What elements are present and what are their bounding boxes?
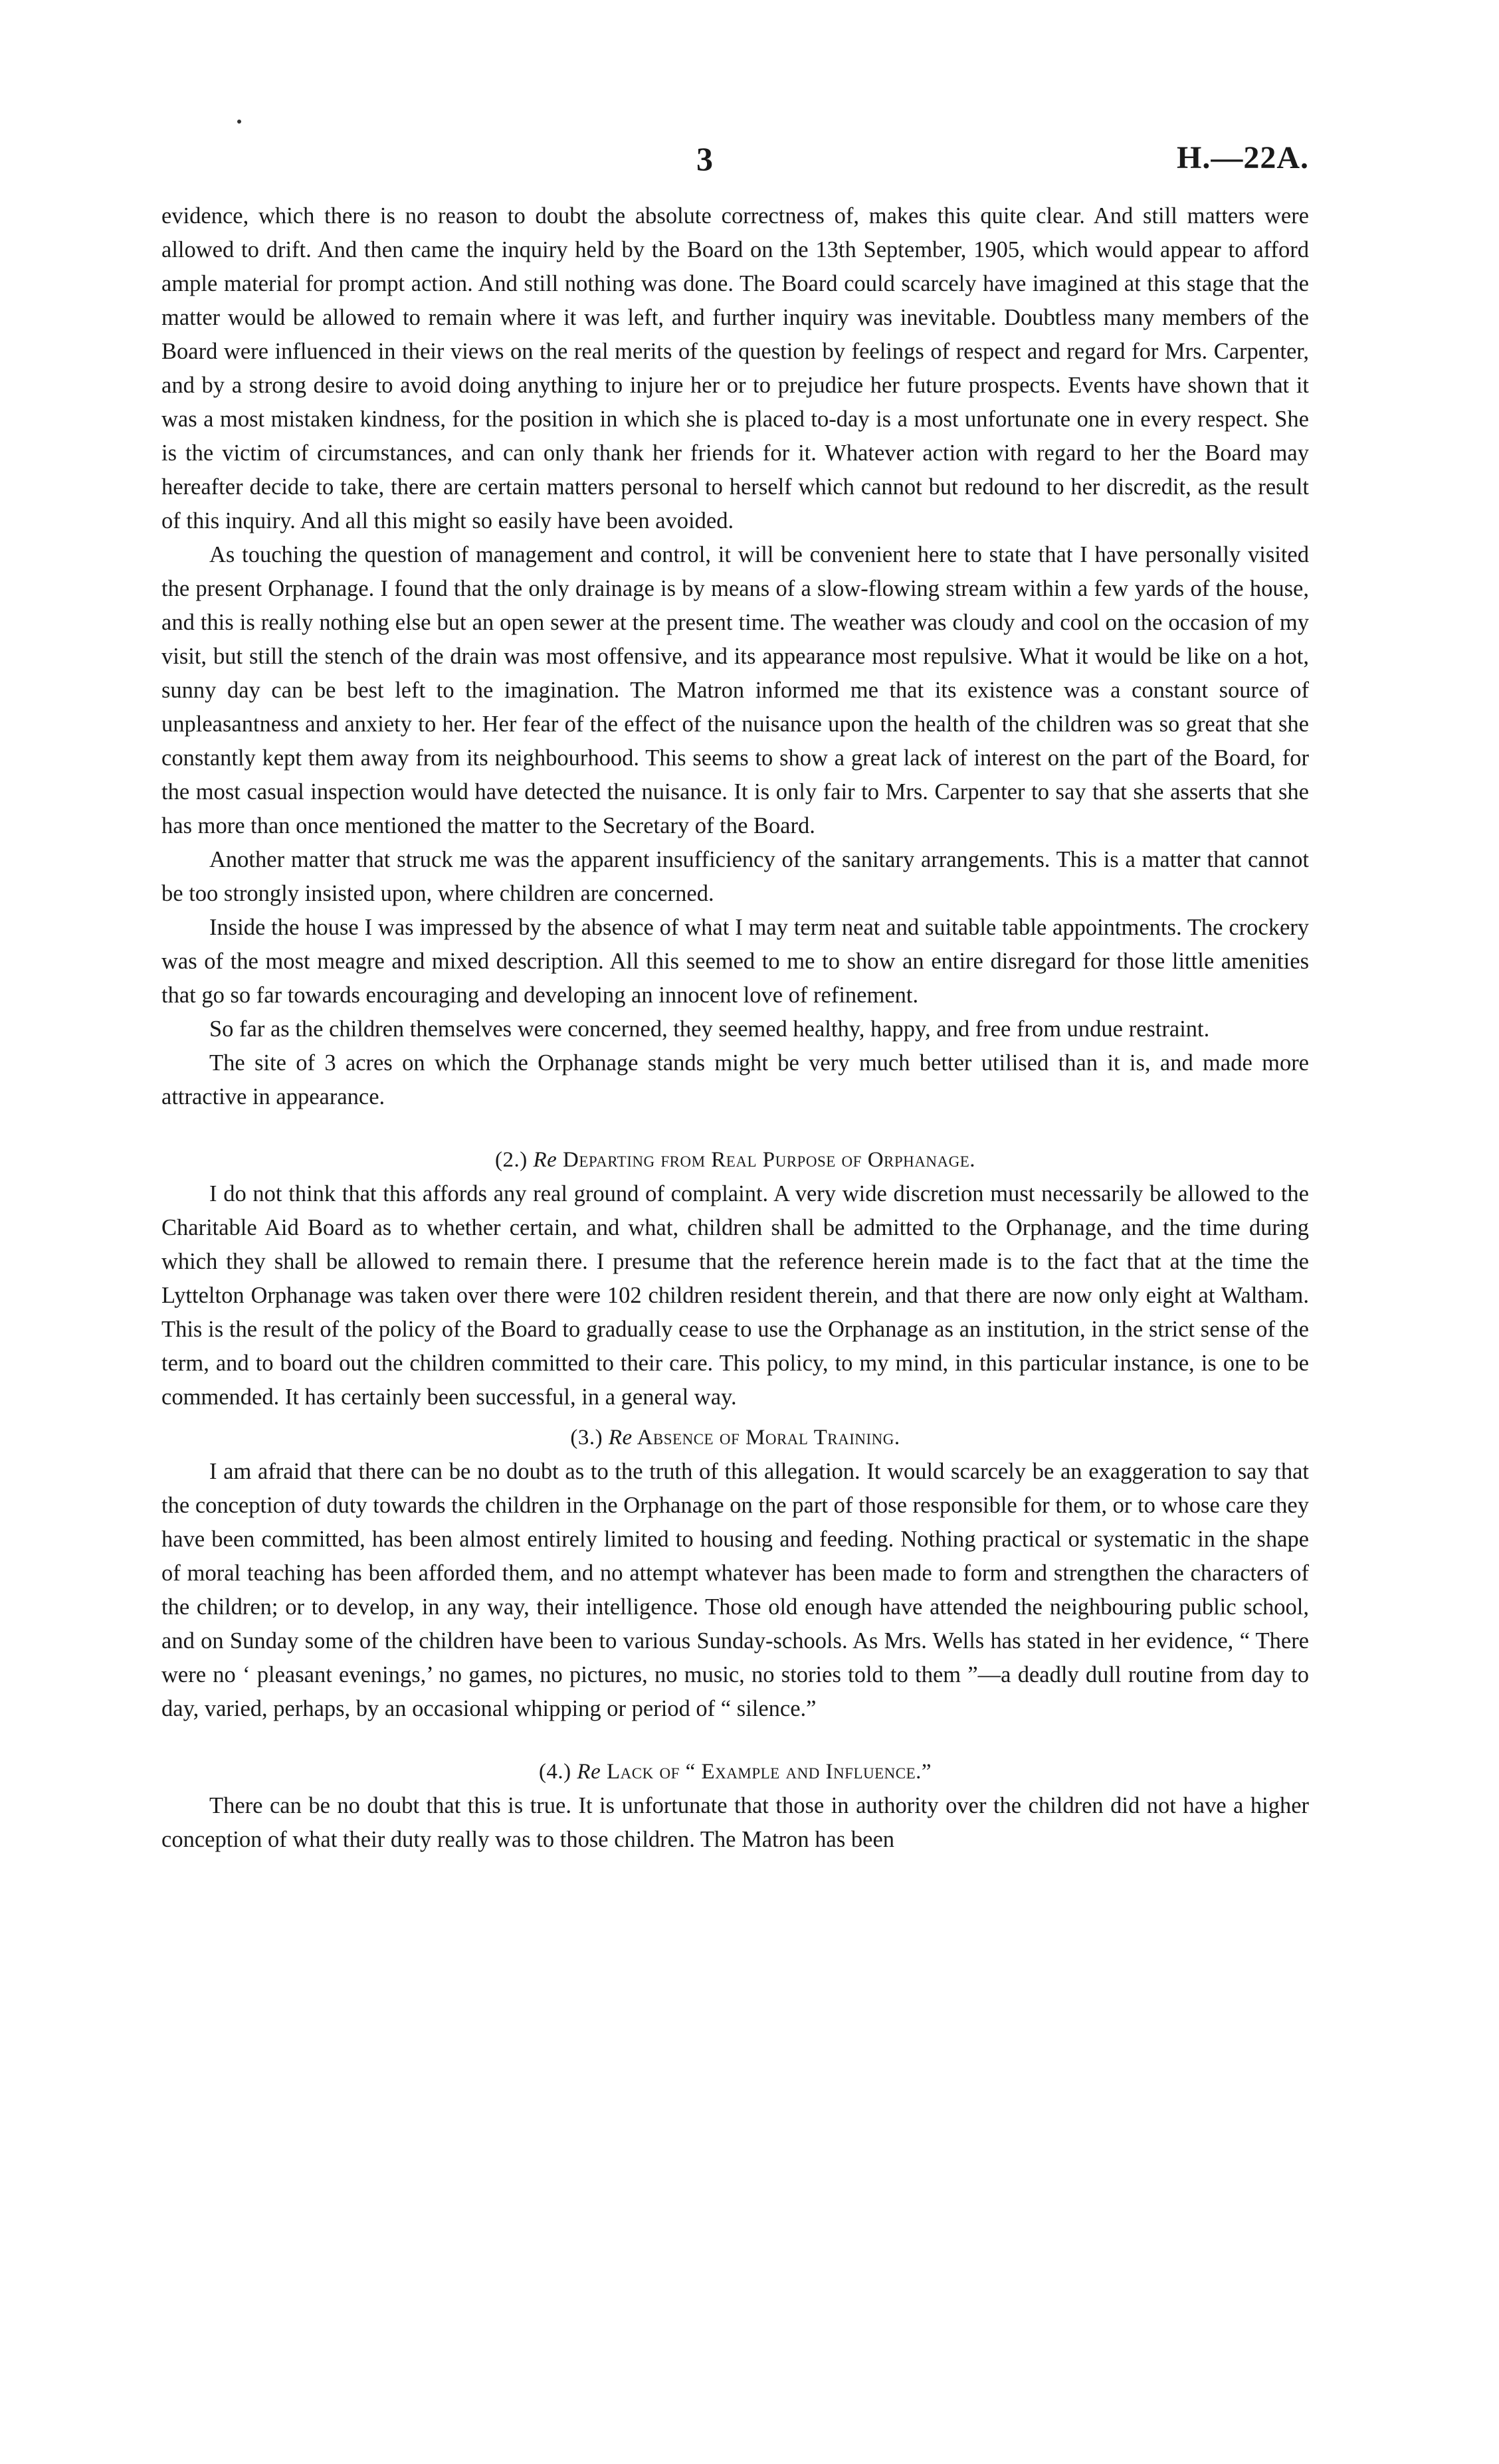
section-heading-4 [161, 1755, 1309, 1789]
section-body-4: There can be no doubt that this is true. It is unfortunate that those in authority over the children did not have a higher conception of what their duty really was to those children. The Matron has been [161, 1793, 1309, 1852]
paragraph-sanitary: Another matter that struck me was the apparent insufficiency of the sanitary arrangements. This is a matter that cannot be too strongly insisted upon, where children are concerned. [161, 847, 1309, 906]
section-body-3: I am afraid that there can be no doubt as to the truth of this allegation. It would scarcely be an exaggeration to say that the conception of duty towards the children in the Orphanage on the part of those responsible for them, or to whose care they have been committed, has been almost entirely limited to housing and feeding. Nothing practical or systematic in the shape of moral teaching has been afforded them, and no attempt whatever has been made to form and strengthen the characters of the children; or to develop, in any way, their intelligence. Those old enough have attended the neighbouring public school, and on Sunday some of the children have been to various Sunday-schools. As Mrs. Wells has stated in her evidence, “ There were no ‘ pleasant evenings,’ no games, no pictures, no music, no stories told to them ”—a deadly dull routine from day to day, varied, perhaps, by an occasional whipping or period of “ silence.” [161, 1459, 1309, 1721]
paragraph-children-health: So far as the children themselves were concerned, they seemed healthy, happy, and free from undue restraint. [209, 1016, 1210, 1042]
section-heading-3 [161, 1421, 1309, 1455]
page-number: 3 [696, 140, 713, 177]
section-title: Absence of Moral Training. [637, 1426, 900, 1450]
section-re: Re [577, 1760, 601, 1784]
section-heading-2 [161, 1143, 1309, 1177]
document-page [161, 140, 1309, 1857]
document-reference: H.—22A. [1177, 140, 1309, 175]
section-title: Departing from Real Purpose of Orphanage. [563, 1148, 976, 1172]
section-re: Re [608, 1426, 633, 1450]
section-number: (2.) [494, 1148, 528, 1172]
scan-speck [237, 120, 241, 124]
paragraph-continued: evidence, which there is no reason to doubt the absolute correctness of, makes this quite clear. And still matters were allowed to drift. And then came the inquiry held by the Board on the 13th September, 1905, which would appear to afford ample material for prompt action. And still nothing was done. The Board could scarcely have imagined at this stage that the matter would be allowed to remain where it was left, and further inquiry was inevitable. Doubtless many members of the Board were influenced in their views on the real merits of the question by feelings of respect and regard for Mrs. Carpenter, and by a strong desire to avoid doing anything to injure her or to prejudice her future prospects. Events have shown that it was a most mistaken kindness, for the position in which she is placed to-day is a most unfortunate one in every respect. She is the victim of circumstances, and can only thank her friends for it. Whatever action with regard to her the Board may hereafter decide to take, there are certain matters personal to herself which cannot but redound to her discredit, as the result of this inquiry. And all this might so easily have been avoided. [161, 203, 1309, 533]
paragraph-drainage: As touching the question of management and control, it will be convenient here to state that I have personally visited the present Orphanage. I found that the only drainage is by means of a slow-flowing stream within a few yards of the house, and this is really nothing else but an open sewer at the present time. The weather was cloudy and cool on the occasion of my visit, but still the stench of the drain was most offensive, and its appearance most repulsive. What it would be like on a hot, sunny day can be best left to the imagination. The Matron informed me that its existence was a constant source of unpleasantness and anxiety to her. Her fear of the effect of the nuisance upon the health of the children was so great that she constantly kept them away from its neighbourhood. This seems to show a great lack of interest on the part of the Board, for the most casual inspection would have detected the nuisance. It is only fair to Mrs. Carpenter to say that she asserts that she has more than once mentioned the matter to the Secretary of the Board. [161, 542, 1309, 838]
paragraph-table-appointments: Inside the house I was impressed by the absence of what I may term neat and suitable table appointments. The crockery was of the most meagre and mixed description. All this seemed to me to show an entire disregard for those little amenities that go so far towards encouraging and developing an innocent love of refinement. [161, 915, 1309, 1008]
section-number: (4.) [538, 1760, 571, 1784]
section-body-2: I do not think that this affords any real ground of complaint. A very wide discretion must necessarily be allowed to the Charitable Aid Board as to whether certain, and what, children shall be admitted to the Orphanage, and the time during which they shall be allowed to remain there. I presume that the reference herein made is to the fact that at the time the Lyttelton Orphanage was taken over there were 102 children resident therein, and that there are now only eight at Waltham. This is the result of the policy of the Board to gradually cease to use the Orphanage as an institution, in the strict sense of the term, and to board out the children committed to their care. This policy, to my mind, in this particular instance, is one to be commended. It has certainly been successful, in a general way. [161, 1181, 1309, 1410]
section-title: Lack of “ Example and Influence.” [606, 1760, 932, 1784]
page-header [161, 140, 1309, 193]
section-number: (3.) [570, 1426, 603, 1450]
section-re: Re [533, 1148, 557, 1172]
paragraph-site: The site of 3 acres on which the Orphanage stands might be very much better utilised than it is, and made more attractive in appearance. [161, 1050, 1309, 1109]
